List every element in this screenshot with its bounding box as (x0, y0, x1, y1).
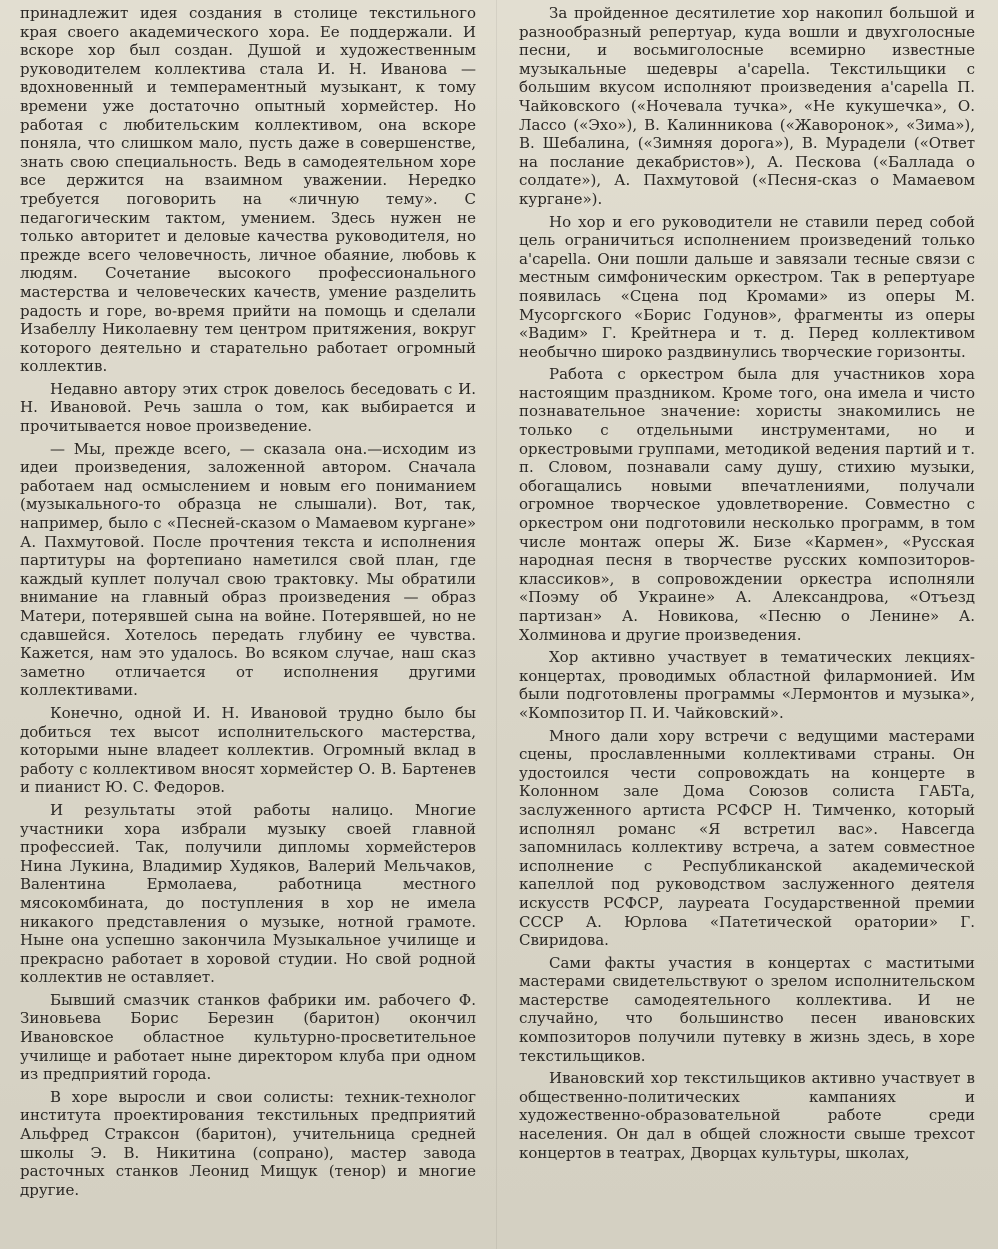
paragraph: Хор активно участвует в тематических лекциях-концертах, проводимых областной филармонией. Им были подготовлены программы «Лермонтов и музыка», «Композитор П. И. Чайковский». (519, 648, 975, 722)
paragraph: За пройденное десятилетие хор накопил большой и разнообразный репертуар, куда вошли и двухголосные песни, и восьмиголосные всемирно известные музыкальные шедевры a'capella. Текстильщики с большим вкусом исполняют произведения a'capella П. Чайковского («Ночевала тучка», «Не кукушечка», О. Лассо («Эхо»), В. Калинникова («Жаворонок», «Зима»), В. Шебалина, («Зимняя дорога»), В. Мурадели («Ответ на послание декабристов»), А. Пескова («Баллада о солдате»), А. Пахмутовой («Песня-сказ о Мамаевом кургане»). (519, 4, 975, 208)
paragraph: Но хор и его руководители не ставили перед собой цель ограничиться исполнением произведений только a'capella. Они пошли дальше и завязали тесные связи с местным симфоническим оркестром. Так в репертуаре появилась «Сцена под Кромами» из оперы М. Мусоргского «Борис Годунов», фрагменты из оперы «Вадим» Г. Крейтнера и т. д. Перед коллективом необычно широко раздвинулись творческие горизонты. (519, 212, 975, 361)
paragraph: Много дали хору встречи с ведущими мастерами сцены, прославленными коллективами страны. Он удостоился чести сопровождать на концерте в Колонном зале Дома Союзов солиста ГАБТа, заслуженного артиста РСФСР Н. Тимченко, который исполнял романс «Я встретил вас». Навсегда запомнилась коллективу встреча, а затем совместное исполнение с Республиканской академической капеллой под руководством заслуженного деятеля искусств РСФСР, лауреата Государственной премии СССР А. Юрлова «Патетической оратории» Г. Свиридова. (519, 726, 975, 950)
paragraph: Сами факты участия в концертах с маститыми мастерами свидетельствуют о зрелом исполнительском мастерстве самодеятельного коллектива. И не случайно, что большинство песен ивановских композиторов получили путевку в жизнь здесь, в хоре текстильщиков. (519, 953, 975, 1065)
paragraph: Недавно автору этих строк довелось беседовать с И. Н. Ивановой. Речь зашла о том, как выбирается и прочитывается новое произведение. (20, 379, 476, 436)
left-column (20, 4, 476, 1244)
paragraph: — Мы, прежде всего, — сказала она.—исходим из идеи произведения, заложенной автором. Сначала работаем над осмыслением и новым его пониманием (музыкального-то образца не слышали). Вот, так, например, было с «Песней-сказом о Мамаевом кургане» А. Пахмутовой. После прочтения текста и исполнения партитуры на фортепиано наметился свой план, где каждый куплет получал свою трактовку. Мы обратили внимание на главный образ произведения — образ Матери, потерявшей сына на войне. Потерявшей, но не сдавшейся. Хотелось передать глубину ее чувства. Кажется, нам это удалось. Во всяком случае, наш сказ заметно отличается от исполнения другими коллективами. (20, 439, 476, 700)
right-column (519, 4, 975, 1244)
paragraph: И результаты этой работы налицо. Многие участники хора избрали музыку своей главной профессией. Так, получили дипломы хормейстеров Нина Лукина, Владимир Худяков, Валерий Мельчаков, Валентина Ермолаева, работница местного мясокомбината, до поступления в хор не имела никакого представления о музыке, нотной грамоте. Ныне она успешно закончила Музыкальное училище и прекрасно работает в хоровой студии. Но свой родной коллектив не оставляет. (20, 800, 476, 987)
paragraph: Ивановский хор текстильщиков активно участвует в общественно-политических кампаниях и художественно-образовательной работе среди населения. Он дал в общей сложности свыше трехсот концертов в театрах, Дворцах культуры, школах, (519, 1069, 975, 1162)
column-gutter (496, 0, 497, 1249)
paragraph: Конечно, одной И. Н. Ивановой трудно было бы добиться тех высот исполнительского мастерства, которыми ныне владеет коллектив. Огромный вклад в работу с коллективом вносят хормейстер О. В. Бартенев и пианист Ю. С. Федоров. (20, 703, 476, 797)
paragraph: Бывший смазчик станков фабрики им. рабочего Ф. Зиновьева Борис Березин (баритон) окончил Ивановское областное культурно-просветительное училище и работает ныне директором клуба при одном из предприятий города. (20, 990, 476, 1084)
paragraph: принадлежит идея создания в столице текстильного края своего академического хора. Ее поддержали. И вскоре хор был создан. Душой и художественным руководителем коллектива стала И. Н. Иванова — вдохновенный и темпераментный музыкант, к тому времени уже достаточно опытный хормейстер. Но работая с любительским коллективом, она вскоре поняла, что слишком мало, пусть даже в совершенстве, знать свою специальность. Ведь в самодеятельном хоре все держится на взаимном уважении. Нередко требуется поговорить на «личную тему». С педагогическим тактом, умением. Здесь нужен не только авторитет и деловые качества руководителя, но прежде всего человечность, личное обаяние, любовь к людям. Сочетание высокого профессионального мастерства и человеческих качеств, умение разделить радость и горе, во-время прийти на помощь и сделали Изабеллу Николаевну тем центром притяжения, вокруг которого деятельно и старательно работает огромный коллектив. (20, 4, 476, 376)
paragraph: В хоре выросли и свои солисты: техник-технолог института проектирования текстильных предприятий Альфред Страксон (баритон), учительница средней школы Э. В. Никитина (сопрано), мастер завода расточных станков Леонид Мищук (тенор) и многие другие. (20, 1087, 476, 1199)
paragraph: Работа с оркестром была для участников хора настоящим праздником. Кроме того, она имела и чисто познавательное значение: хористы знакомились не только с отдельными инструментами, но и оркестровыми группами, методикой ведения партий и т. п. Словом, познавали саму душу, стихию музыки, обогащались новыми впечатлениями, получали огромное творческое удовлетворение. Совместно с оркестром они подготовили несколько программ, в том числе монтаж оперы Ж. Бизе «Кармен», «Русская народная песня в творчестве русских композиторов-классиков», в сопровождении оркестра исполняли «Поэму об Украине» А. Александрова, «Отъезд партизан» А. Новикова, «Песню о Ленине» А. Холминова и другие произведения. (519, 365, 975, 644)
